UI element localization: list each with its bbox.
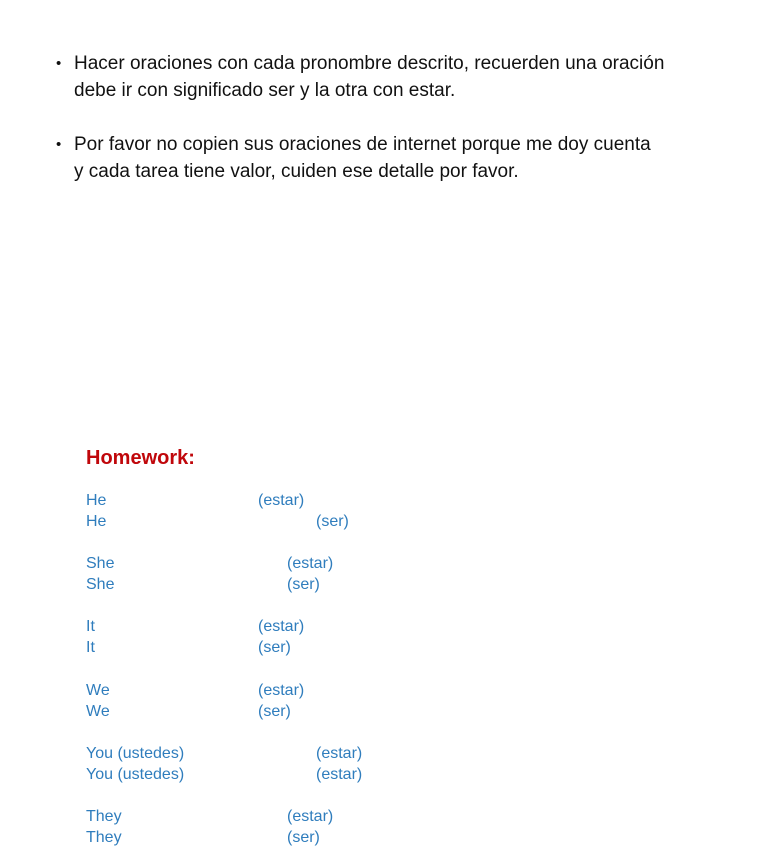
instruction-item	[56, 50, 724, 104]
bullet-icon: •	[56, 136, 62, 153]
verb-label: (ser)	[258, 639, 291, 656]
pronoun-label: We	[86, 682, 110, 699]
pronoun-label: It	[86, 618, 95, 635]
pronoun-label: She	[86, 555, 115, 572]
pronoun-label: They	[86, 829, 122, 846]
verb-label: (estar)	[316, 745, 363, 762]
bullet-icon: •	[56, 55, 62, 72]
pronoun-label: She	[86, 576, 115, 593]
verb-label: (ser)	[287, 576, 320, 593]
verb-label: (estar)	[258, 492, 305, 509]
instruction-line: Hacer oraciones con cada pronombre descrito, recuerden una oración	[74, 53, 665, 74]
pronoun-label: You (ustedes)	[86, 766, 185, 783]
verb-label: (ser)	[316, 513, 349, 530]
pronoun-label: He	[86, 513, 107, 530]
pronoun-label: They	[86, 808, 122, 825]
verb-label: (estar)	[287, 808, 334, 825]
pronoun-label: It	[86, 639, 95, 656]
instruction-line: y cada tarea tiene valor, cuiden ese detalle por favor.	[74, 161, 519, 182]
instruction-line: Por favor no copien sus oraciones de internet porque me doy cuenta	[74, 134, 651, 155]
verb-label: (estar)	[287, 555, 334, 572]
pronoun-label: He	[86, 492, 107, 509]
instruction-item	[56, 131, 724, 185]
verb-label: (ser)	[258, 703, 291, 720]
verb-label: (estar)	[258, 618, 305, 635]
verb-label: (estar)	[258, 682, 305, 699]
instruction-line: debe ir con significado ser y la otra con estar.	[74, 80, 456, 101]
pronoun-label: You (ustedes)	[86, 745, 185, 762]
verb-label: (estar)	[316, 766, 363, 783]
verb-label: (ser)	[287, 829, 320, 846]
homework-title: Homework:	[86, 447, 195, 469]
pronoun-label: We	[86, 703, 110, 720]
